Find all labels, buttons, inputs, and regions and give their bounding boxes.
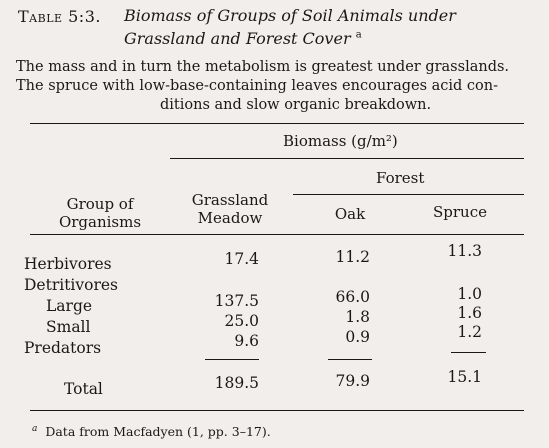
row-label-large: Large: [46, 297, 93, 315]
top-rule: [30, 123, 524, 124]
header-group-line2: Organisms: [58, 213, 142, 231]
header-oak: Oak: [334, 205, 366, 223]
spruce-sum-rule: [451, 352, 486, 353]
cell-small-grassland: 25.0: [224, 312, 259, 330]
row-label-detritivores: Detritivores: [24, 276, 119, 294]
row-label-predators: Predators: [24, 339, 102, 357]
footnote-text: Data from Macfadyen (1, pp. 3–17).: [45, 424, 271, 440]
header-grassland-line2: Meadow: [197, 209, 263, 227]
cell-total-oak: 79.9: [335, 372, 370, 390]
header-biomass: Biomass (g/m²): [283, 132, 398, 150]
cell-large-oak: 66.0: [335, 288, 370, 306]
footnote: [32, 424, 271, 439]
row-label-herbivores: Herbivores: [24, 255, 112, 273]
oak-sum-rule: [328, 359, 372, 360]
table-title-line2: [124, 29, 362, 48]
cell-predators-spruce: 1.2: [457, 323, 482, 341]
cell-predators-oak: 0.9: [345, 328, 370, 346]
table-label: Table 5:3.: [18, 7, 101, 26]
row-label-small: Small: [46, 318, 91, 336]
table-title-line2-text: Grassland and Forest Cover: [124, 29, 351, 48]
cell-large-spruce: 1.0: [457, 285, 482, 303]
cell-herbivores-grassland: 17.4: [224, 250, 259, 268]
cell-large-grassland: 137.5: [214, 292, 259, 310]
row-label-total: Total: [64, 380, 103, 398]
header-rule: [30, 234, 524, 235]
cell-predators-grassland: 9.6: [234, 332, 259, 350]
note-line3: ditions and slow organic breakdown.: [160, 97, 432, 113]
bottom-rule: [30, 410, 524, 411]
cell-total-grassland: 189.5: [214, 374, 259, 392]
grassland-sum-rule: [205, 359, 259, 360]
biomass-rule: [170, 158, 524, 159]
note-line1: The mass and in turn the metabolism is greatest under grasslands.: [16, 59, 510, 75]
cell-herbivores-spruce: 11.3: [447, 242, 482, 260]
table-title-line1: Biomass of Groups of Soil Animals under: [124, 6, 456, 25]
cell-herbivores-oak: 11.2: [335, 248, 370, 266]
cell-small-oak: 1.8: [345, 308, 370, 326]
cell-total-spruce: 15.1: [447, 368, 482, 386]
note-line2: The spruce with low-base-containing leaves encourages acid con-: [16, 78, 499, 94]
header-grassland-line1: Grassland: [191, 191, 269, 209]
footnote-mark: a: [32, 424, 38, 434]
table-title-note-mark: a: [355, 29, 362, 41]
header-spruce: Spruce: [433, 203, 487, 221]
header-group-line1: Group of: [66, 195, 134, 213]
header-forest: Forest: [376, 169, 425, 187]
cell-small-spruce: 1.6: [457, 304, 482, 322]
forest-rule: [293, 194, 524, 195]
